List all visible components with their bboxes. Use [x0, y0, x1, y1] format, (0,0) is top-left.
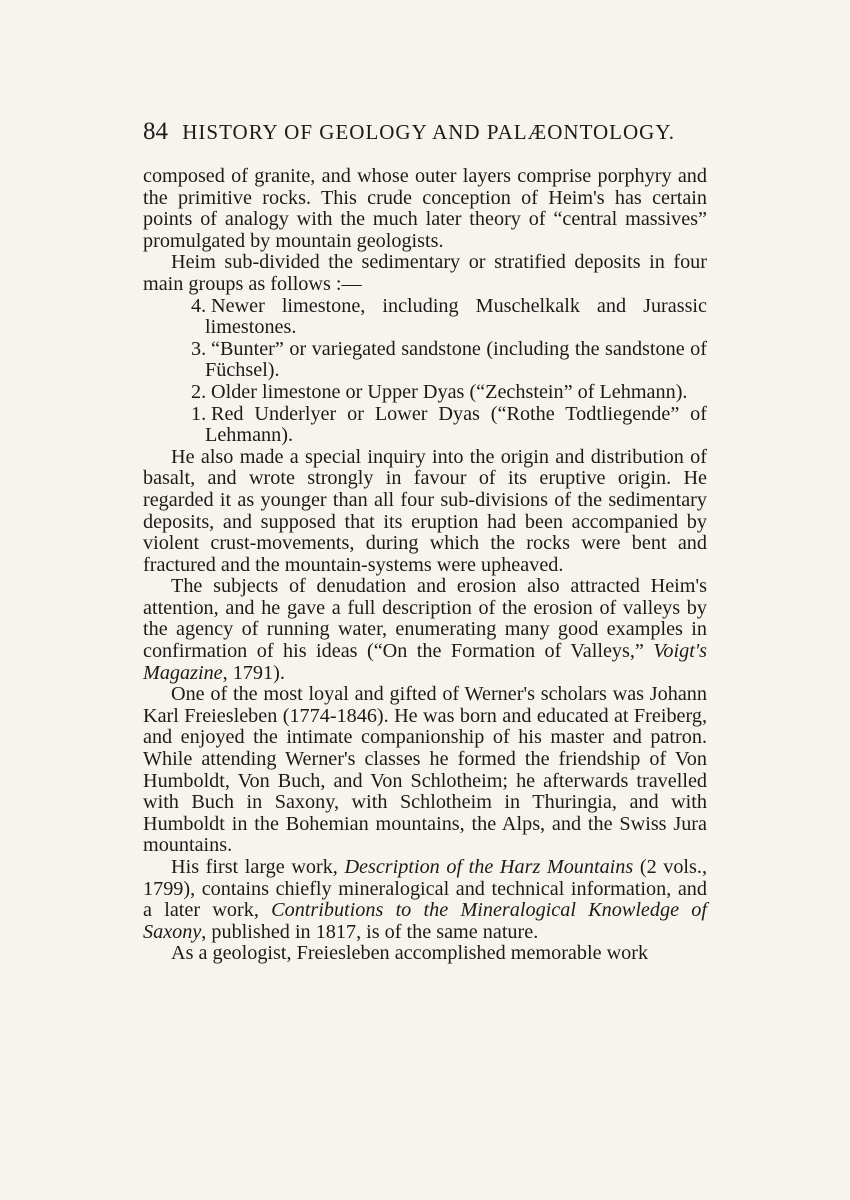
list-item: 3. “Bunter” or variegated sandstone (including the sandstone of Füchsel).	[191, 337, 707, 382]
paragraph-heim-groups-intro: Heim sub-divided the sedimentary or stratified deposits in four main groups as follows :—	[143, 251, 707, 295]
magazine-title: Voigt's Magazine	[143, 640, 707, 684]
work-title-harz: Description of the Harz Mountains	[344, 856, 634, 878]
running-header	[143, 118, 723, 146]
list-item: 4. Newer limestone, including Muschelkalk and Jurassic limestones.	[191, 294, 707, 339]
work-title-saxony: Contributions to the Mineralogical Knowledge of Saxony	[143, 899, 708, 943]
paragraph-heim-conception: composed of granite, and whose outer layers comprise porphyry and the primitive rocks. This crude conception of Heim's has certain points of analogy with the much later theory of “central massives” promulgated by mountain geologists.	[143, 165, 707, 252]
sedimentary-groups-list	[143, 296, 707, 447]
paragraph-freiesleben: One of the most loyal and gifted of Werner's scholars was Johann Karl Freiesleben (1774-1846). He was born and educated at Freiberg, and enjoyed the intimate companionship of his master and patron. While attending Werner's classes he formed the friendship of Von Humboldt, Von Buch, and Von Schlotheim; he afterwards travelled with Buch in Saxony, with Schlotheim in Thuringia, and with Humboldt in the Bohemian mountains, the Alps, and the Swiss Jura mountains.	[143, 683, 707, 857]
paragraph-basalt: He also made a special inquiry into the origin and distribution of basalt, and wrote strongly in favour of its eruptive origin. He regarded it as younger than all four sub-divisions of the sedimentary deposits, and supposed that its eruption had been accompanied by violent crust-movements, during which the rocks were bent and fractured and the mountain-systems were upheaved.	[143, 445, 707, 576]
page-number: 84	[143, 118, 168, 145]
paragraph-geologist: As a geologist, Freiesleben accomplished memorable work	[171, 942, 649, 965]
page-body	[143, 166, 707, 965]
running-title: HISTORY OF GEOLOGY AND PALÆONTOLOGY.	[182, 120, 676, 144]
paragraph-erosion: The subjects of denudation and erosion also attracted Heim's attention, and he gave a full description of the erosion of valleys by the agency of running water, enumerating many good examples in confirmation of his ideas (“On the Formation of Valleys,” Voigt's Magazine, 1791).	[143, 575, 707, 684]
list-item: 1. Red Underlyer or Lower Dyas (“Rothe Todtliegende” of Lehmann).	[191, 402, 707, 447]
paragraph-works: His first large work, Description of the Harz Mountains (2 vols., 1799), contains chiefly mineralogical and technical information, and a later work, Contributions to the Mineralogical Knowledge of Saxony, published in 1817, is of the same nature.	[143, 856, 708, 943]
list-item: 2. Older limestone or Upper Dyas (“Zechstein” of Lehmann).	[191, 380, 688, 403]
